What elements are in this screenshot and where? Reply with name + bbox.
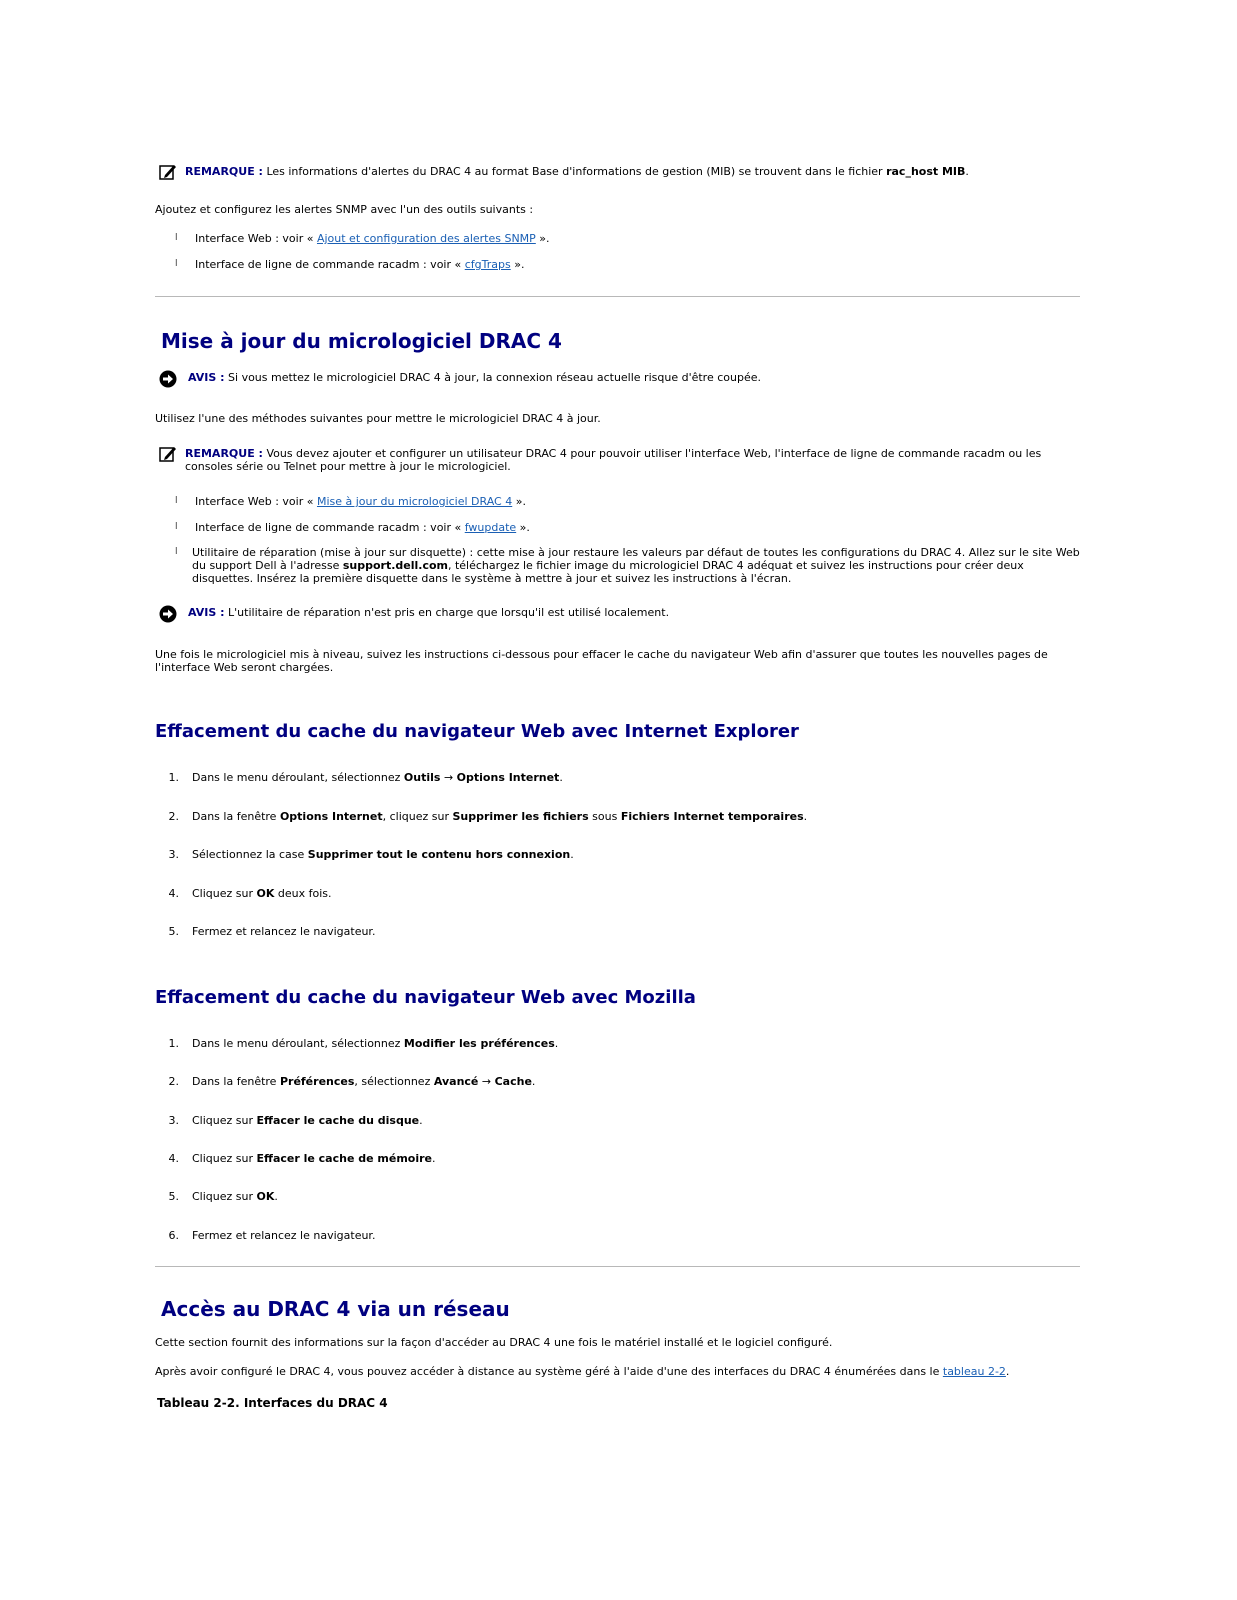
avis-label: AVIS :	[188, 371, 225, 384]
avis-text: L'utilitaire de réparation n'est pris en charge que lorsqu'il est utilisé localement.	[224, 606, 670, 619]
bullet-text-end: ».	[510, 258, 525, 271]
avis-label: AVIS :	[188, 606, 225, 619]
paragraph-text: Après avoir configuré le DRAC 4, vous pouvez accéder à distance au système géré à l'aide d'une des interfaces du DRAC 4 énumérées dans le	[155, 1365, 943, 1378]
note-pencil-icon	[159, 163, 177, 181]
step-text	[192, 848, 1080, 861]
step-item	[155, 1152, 1080, 1165]
step-number: 3.	[168, 848, 179, 861]
fw-bullet-racadm	[175, 521, 1080, 534]
step-text-part: .	[274, 1190, 278, 1204]
paragraph-text-end: .	[1005, 1365, 1010, 1378]
fw-bullet-web	[175, 495, 1080, 508]
step-item	[155, 887, 1080, 900]
step-text-part: Dans la fenêtre	[192, 809, 280, 823]
link-firmware-update[interactable]: Mise à jour du micrologiciel DRAC 4	[316, 495, 513, 508]
step-text-part: Dans la fenêtre	[192, 1075, 280, 1089]
step-text-part: →	[440, 771, 457, 784]
section-title-network: Accès au DRAC 4 via un réseau	[161, 1297, 510, 1321]
snmp-bullet-racadm	[175, 258, 1080, 271]
support-url: support.dell.com	[342, 559, 448, 572]
step-text-part: .	[531, 1075, 536, 1089]
step-ui-term: Avancé	[433, 1075, 479, 1089]
step-text	[192, 1114, 1080, 1127]
step-ui-term: OK	[256, 886, 275, 900]
avis-arrow-icon	[159, 605, 177, 623]
step-text	[192, 771, 1080, 784]
step-text-part: Sélectionnez la case	[192, 848, 308, 861]
step-text-part: .	[803, 809, 808, 823]
step-text	[192, 1152, 1080, 1165]
note-mib	[155, 165, 1080, 178]
step-text-part: Cliquez sur	[192, 1151, 257, 1165]
step-text-part: Fermez et relancez le navigateur.	[192, 925, 376, 938]
step-number: 1.	[168, 771, 179, 784]
step-text-part: .	[554, 1037, 559, 1050]
step-number: 4.	[168, 1151, 179, 1165]
avis-arrow-icon	[159, 370, 177, 388]
step-text	[192, 1037, 1080, 1050]
step-item	[155, 810, 1080, 823]
firmware-intro: Utilisez l'une des méthodes suivantes pour mettre le micrologiciel DRAC 4 à jour.	[155, 412, 601, 425]
step-item	[155, 771, 1080, 784]
step-number: 5.	[168, 1190, 179, 1204]
network-intro: Cette section fournit des informations sur la façon d'accéder au DRAC 4 une fois le matériel installé et le logiciel configuré.	[155, 1336, 833, 1349]
link-fwupdate[interactable]: fwupdate	[464, 521, 517, 534]
bullet-marker: l	[175, 259, 178, 269]
step-text-part: , sélectionnez	[354, 1075, 434, 1089]
bullet-text-end: ».	[535, 232, 550, 245]
step-item	[155, 1114, 1080, 1127]
bullet-text-end: , téléchargez le fichier image du micrologiciel DRAC 4 adéquat et suivez les instructions pour créer deux disquettes. Insérez la première disquette dans le système à mettre à jour et suivez les instructions à l'écran.	[192, 559, 1024, 585]
note-label: REMARQUE :	[185, 165, 263, 178]
step-text	[192, 887, 1080, 900]
step-text-part: .	[570, 848, 574, 861]
step-ui-term: Supprimer tout le contenu hors connexion	[307, 848, 571, 861]
subsection-title-ie: Effacement du cache du navigateur Web avec Internet Explorer	[155, 721, 799, 742]
step-ui-term: Outils	[403, 771, 441, 784]
step-number: 2.	[168, 809, 179, 823]
table-caption: Tableau 2-2. Interfaces du DRAC 4	[157, 1396, 388, 1410]
step-number: 1.	[168, 1037, 179, 1050]
step-item	[155, 1037, 1080, 1050]
link-cfgtraps[interactable]: cfgTraps	[464, 258, 511, 271]
step-text-part: , cliquez sur	[382, 809, 453, 823]
step-number: 3.	[168, 1113, 179, 1127]
link-snmp-alerts[interactable]: Ajout et configuration des alertes SNMP	[316, 232, 536, 245]
note-text-end: .	[965, 165, 969, 178]
link-table-2-2[interactable]: tableau 2-2	[942, 1365, 1006, 1378]
step-text	[192, 1190, 1080, 1203]
snmp-bullet-web	[175, 232, 1080, 245]
note-text: Les informations d'alertes du DRAC 4 au format Base d'informations de gestion (MIB) se trouvent dans le fichier	[262, 165, 887, 178]
bullet-text: Interface de ligne de commande racadm : voir «	[195, 258, 465, 271]
step-text-part: .	[432, 1151, 436, 1165]
step-number: 4.	[168, 886, 179, 900]
bullet-text: Interface Web : voir «	[195, 232, 317, 245]
step-ui-term: Fichiers Internet temporaires	[620, 809, 804, 823]
step-ui-term: Modifier les préférences	[403, 1037, 555, 1050]
step-ui-term: Options Internet	[456, 771, 560, 784]
step-text-part: Cliquez sur	[192, 1190, 257, 1204]
intro-snmp: Ajoutez et configurez les alertes SNMP avec l'un des outils suivants :	[155, 203, 534, 216]
note-text: Vous devez ajouter et configurer un utilisateur DRAC 4 pour pouvoir utiliser l'interface Web, l'interface de ligne de commande racadm ou les consoles série ou Telnet pour mettre à jour le micrologiciel.	[185, 447, 1042, 473]
step-number: 6.	[168, 1228, 179, 1242]
step-text-part: Cliquez sur	[192, 886, 257, 900]
step-item	[155, 848, 1080, 861]
step-text-part: Cliquez sur	[192, 1113, 257, 1127]
firmware-after: Une fois le micrologiciel mis à niveau, suivez les instructions ci-dessous pour effacer le cache du navigateur Web afin d'assurer que toutes les nouvelles pages de l'interface Web seront chargées.	[155, 648, 1048, 674]
step-ui-term: Cache	[494, 1075, 532, 1089]
fw-bullet-repair	[175, 546, 1080, 585]
step-number: 2.	[168, 1075, 179, 1089]
subsection-title-mozilla: Effacement du cache du navigateur Web avec Mozilla	[155, 987, 696, 1008]
step-text-part: →	[478, 1075, 495, 1089]
step-text-part: .	[559, 771, 563, 784]
note-pencil-icon	[159, 445, 177, 463]
step-text	[192, 1075, 1080, 1088]
step-text-part: Dans le menu déroulant, sélectionnez	[192, 771, 404, 784]
step-text-part: Fermez et relancez le navigateur.	[192, 1228, 376, 1242]
step-text-part: .	[419, 1113, 423, 1127]
bullet-text: Interface Web : voir «	[195, 495, 317, 508]
mib-filename: rac_host MIB	[886, 165, 966, 178]
step-ui-term: Options Internet	[279, 809, 383, 823]
step-item	[155, 1229, 1080, 1242]
divider	[155, 296, 1080, 297]
note-label: REMARQUE :	[185, 447, 263, 460]
step-text	[192, 925, 1080, 938]
avis-connection	[155, 371, 1080, 384]
bullet-text: Utilitaire de réparation (mise à jour sur disquette) : cette mise à jour restaure les valeurs par défaut de toutes les configurations du DRAC 4. Allez sur le site Web du support Dell à l'adresse	[192, 546, 1080, 572]
step-ui-term: OK	[256, 1190, 275, 1204]
bullet-marker: l	[175, 547, 178, 557]
step-number: 5.	[168, 925, 179, 938]
network-paragraph	[155, 1365, 1080, 1378]
step-text-part: deux fois.	[274, 886, 332, 900]
note-user	[155, 447, 1080, 473]
bullet-marker: l	[175, 233, 178, 243]
step-item	[155, 1075, 1080, 1088]
step-ui-term: Préférences	[279, 1075, 355, 1089]
bullet-marker: l	[175, 522, 178, 532]
step-item	[155, 1190, 1080, 1203]
step-text-part: Dans le menu déroulant, sélectionnez	[192, 1037, 404, 1050]
step-ui-term: Supprimer les fichiers	[452, 809, 589, 823]
divider	[155, 1266, 1080, 1267]
avis-repair	[155, 606, 1080, 619]
step-item	[155, 925, 1080, 938]
step-ui-term: Effacer le cache du disque	[256, 1113, 420, 1127]
bullet-text-end: ».	[516, 521, 530, 534]
bullet-text-end: ».	[512, 495, 526, 508]
bullet-text: Interface de ligne de commande racadm : voir «	[195, 521, 465, 534]
step-text	[192, 810, 1080, 823]
step-text	[192, 1229, 1080, 1242]
step-ui-term: Effacer le cache de mémoire	[256, 1151, 433, 1165]
section-title-firmware: Mise à jour du micrologiciel DRAC 4	[161, 329, 562, 353]
avis-text: Si vous mettez le micrologiciel DRAC 4 à jour, la connexion réseau actuelle risque d'être coupée.	[224, 371, 761, 384]
step-text-part: sous	[588, 809, 621, 823]
bullet-marker: l	[175, 496, 178, 506]
